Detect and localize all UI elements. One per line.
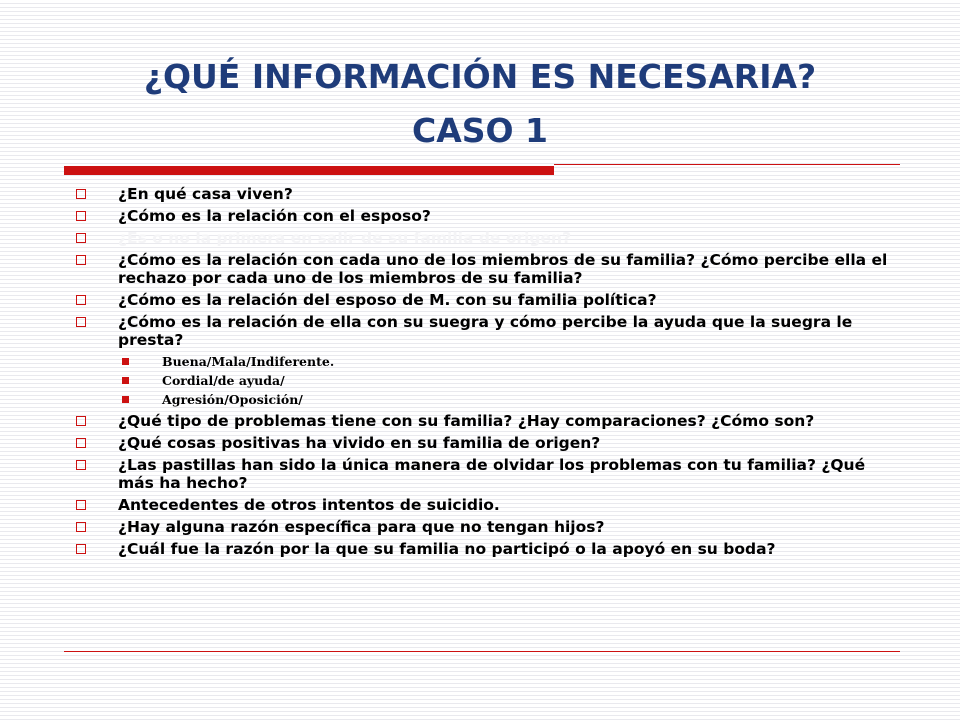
sub-list-item-text: Buena/Mala/Indiferente. [162,354,335,369]
list-item-text: ¿Qué cosas positivas ha vivido en su familia de origen? [118,434,601,452]
hollow-square-bullet-icon [76,189,86,199]
list-item [76,496,896,514]
sub-list-item [118,372,896,389]
filled-square-bullet-icon [122,358,129,365]
title-divider-line [554,164,900,165]
question-list [76,185,896,562]
list-item [76,434,896,452]
list-item-text: Antecedentes de otros intentos de suicidio. [118,496,500,514]
slide-title-line-1: ¿QUÉ INFORMACIÓN ES NECESARIA? [143,57,817,96]
sub-list-item [118,353,896,370]
list-item-text: ¿Cómo es la relación del esposo de M. con su familia política? [118,291,657,309]
list-item-text: ¿Las pastillas han sido la única manera de olvidar los problemas con tu familia? ¿Qué más ha hecho? [118,456,866,492]
list-item-faded [76,229,896,247]
list-item [76,518,896,536]
slide-title-line-2: CASO 1 [411,111,549,150]
list-item [76,185,896,203]
hollow-square-bullet-icon [76,460,86,470]
hollow-square-bullet-icon [76,500,86,510]
list-item-text: ¿Cómo es la relación con el esposo? [118,207,431,225]
list-item [76,540,896,558]
list-item-text: ¿En qué casa viven? [118,185,293,203]
sub-list-item-text: Agresión/Oposición/ [162,392,303,407]
list-item-text: ¿Cómo es la relación con cada uno de los miembros de su familia? ¿Cómo percibe ella el rechazo por cada uno de los miembros de su familia? [118,251,888,287]
hollow-square-bullet-icon [76,317,86,327]
hollow-square-bullet-icon [76,416,86,426]
hollow-square-bullet-icon [76,544,86,554]
footer-divider-line [64,651,900,652]
filled-square-bullet-icon [122,377,129,384]
list-item [76,412,896,430]
hollow-square-bullet-icon [76,522,86,532]
hollow-square-bullet-icon [76,211,86,221]
list-item [76,251,896,287]
list-item-text: ¿Hay alguna razón específica para que no tengan hijos? [118,518,605,536]
hollow-square-bullet-icon [76,233,86,243]
hollow-square-bullet-icon [76,438,86,448]
list-item-text: ¿Es o no la primera en salir de su familia de origen? [118,229,572,247]
title-accent-bar [64,166,554,175]
list-item [76,313,896,408]
hollow-square-bullet-icon [76,295,86,305]
sub-list [118,353,896,408]
list-item [76,456,896,492]
sub-list-item-text: Cordial/de ayuda/ [162,373,285,388]
list-item-text: ¿Cuál fue la razón por la que su familia no participó o la apoyó en su boda? [118,540,776,558]
slide-title [60,50,900,158]
list-item-text: ¿Qué tipo de problemas tiene con su familia? ¿Hay comparaciones? ¿Cómo son? [118,412,815,430]
hollow-square-bullet-icon [76,255,86,265]
filled-square-bullet-icon [122,396,129,403]
list-item [76,291,896,309]
sub-list-item [118,391,896,408]
list-item [76,207,896,225]
list-item-text: ¿Cómo es la relación de ella con su suegra y cómo percibe la ayuda que la suegra le presta? [118,313,853,349]
